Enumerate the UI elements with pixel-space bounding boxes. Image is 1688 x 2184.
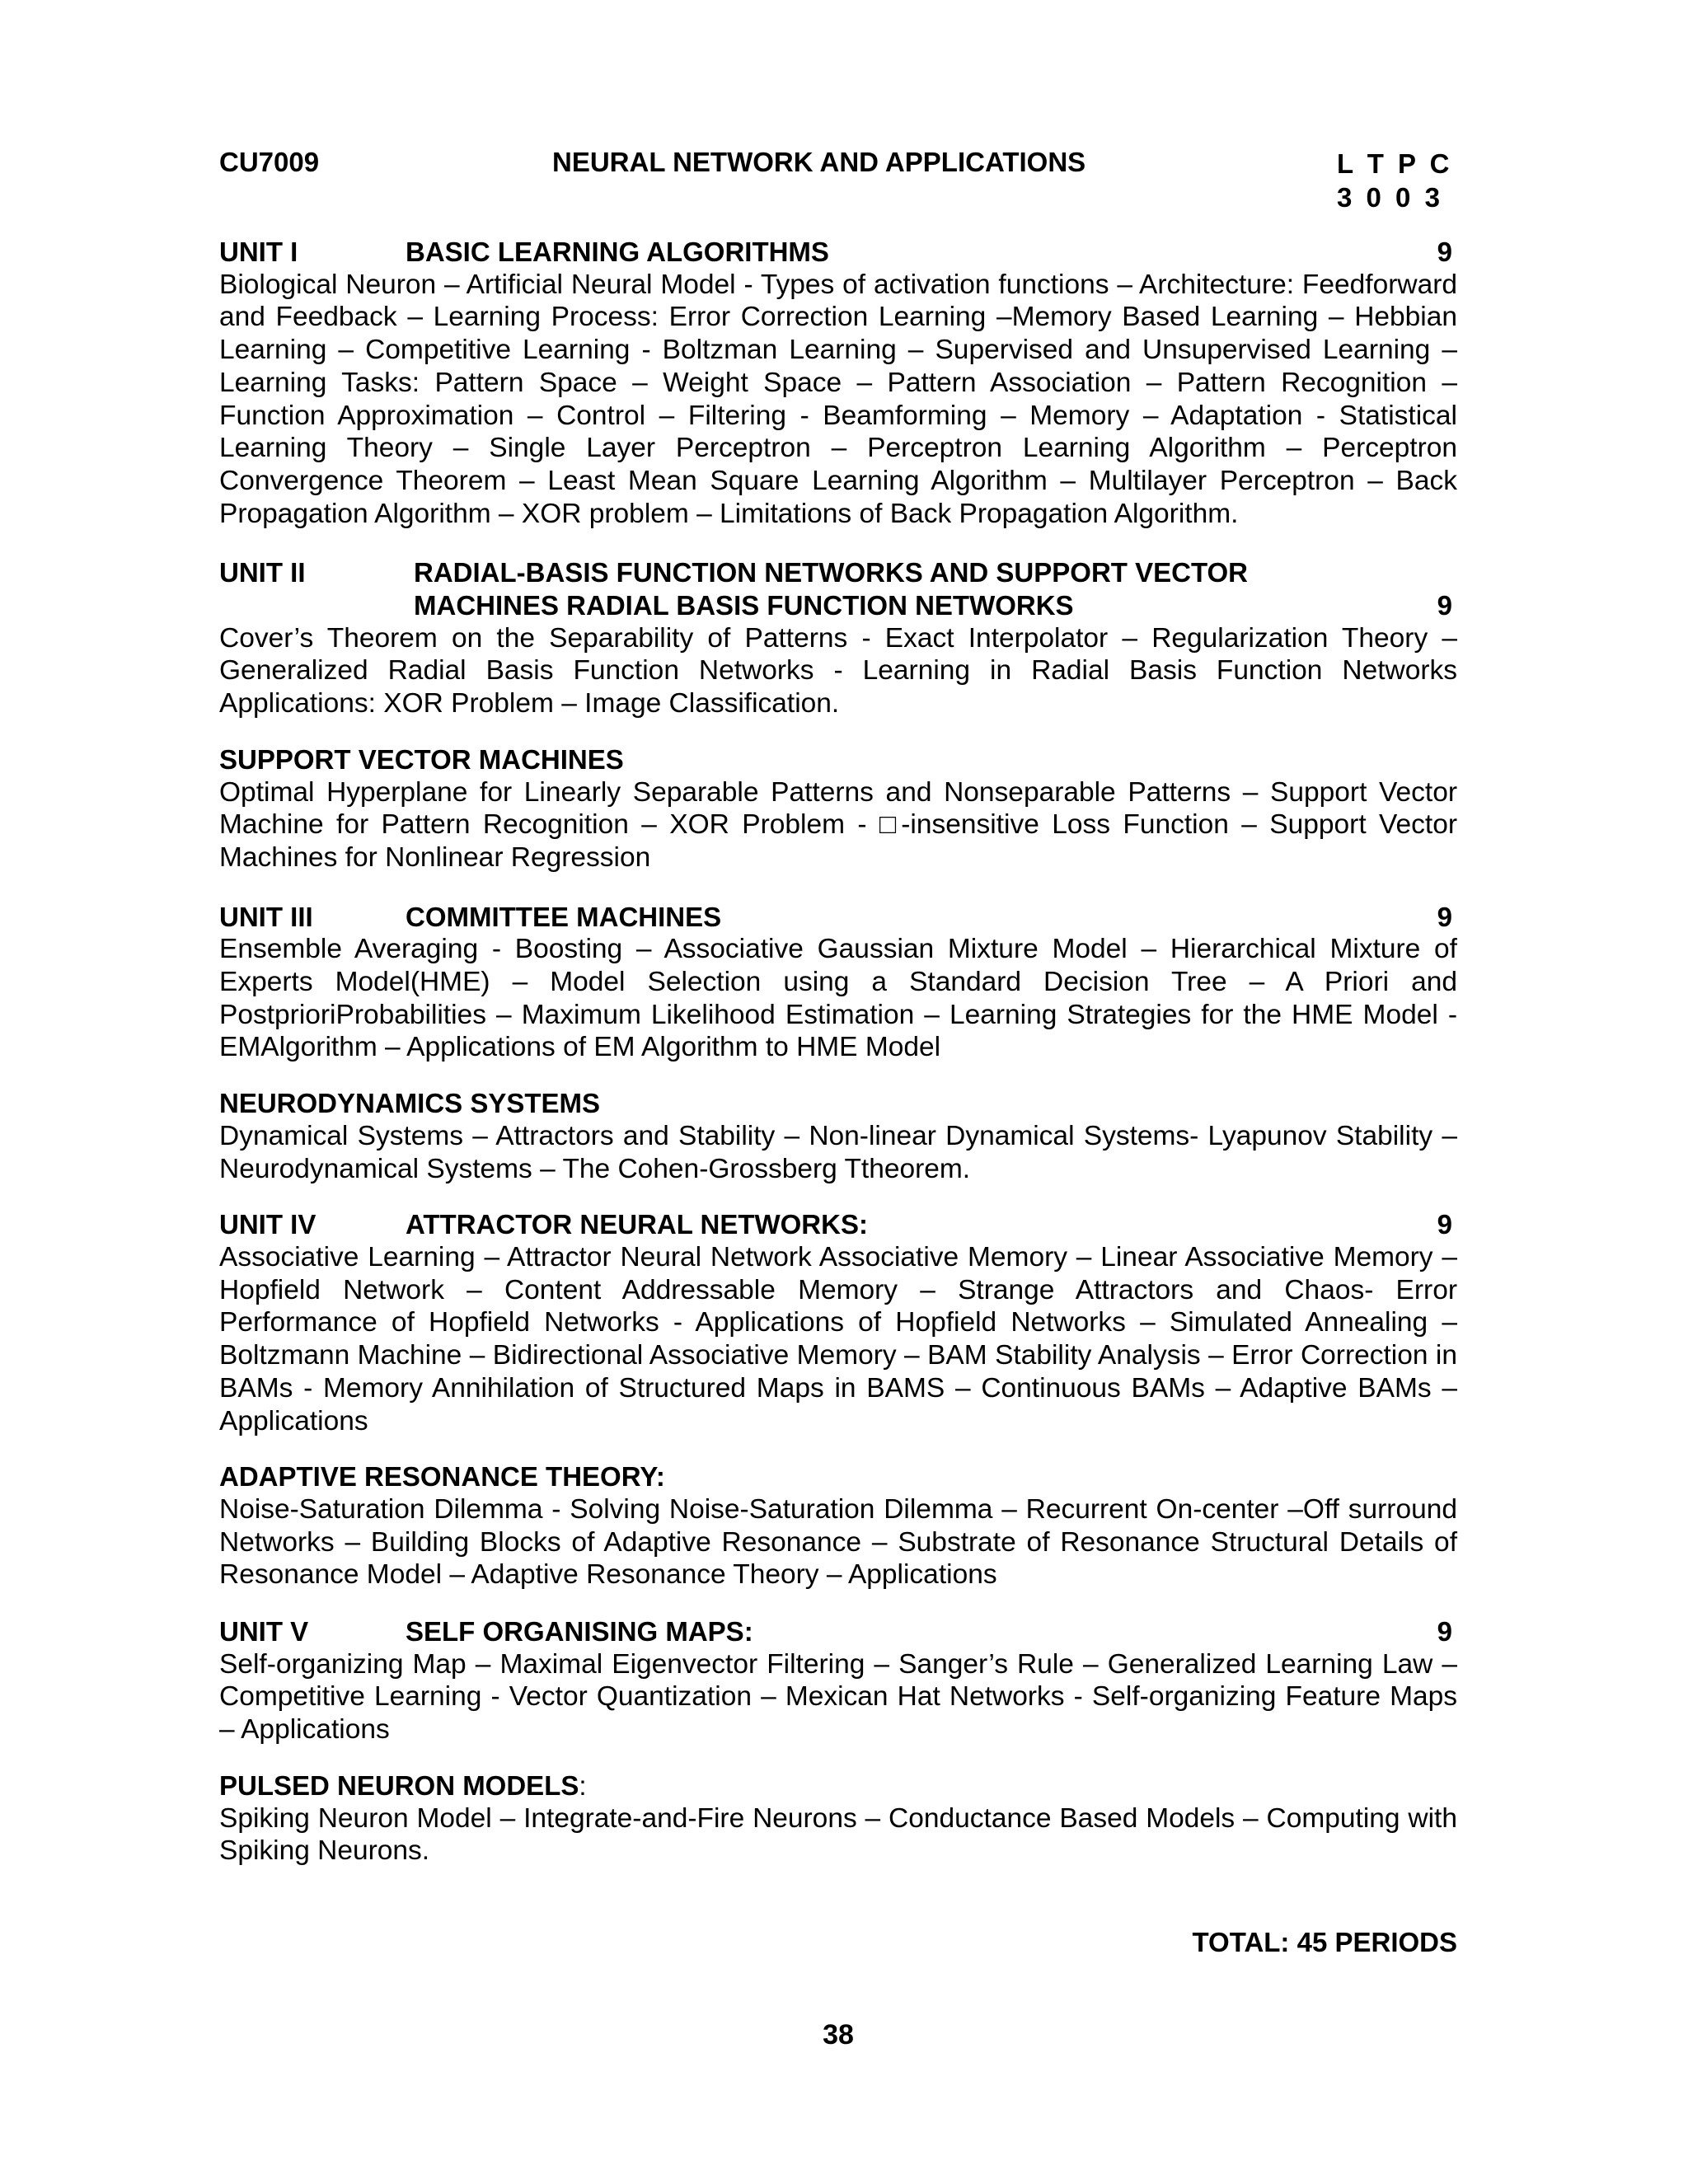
section-body: Dynamical Systems – Attractors and Stability – Non-linear Dynamical Systems- Lyapunov Stability – Neurodynamical Systems – The Cohen-Grossberg Ttheorem. bbox=[219, 1120, 1457, 1184]
unit-hours: 9 bbox=[1437, 237, 1452, 267]
unit-title-line: RADIAL-BASIS FUNCTION NETWORKS AND SUPPORT VECTOR bbox=[414, 557, 1249, 588]
unit-title-line: MACHINES RADIAL BASIS FUNCTION NETWORKS bbox=[414, 590, 1074, 621]
page-number: 38 bbox=[823, 2019, 854, 2050]
unit-heading bbox=[219, 1615, 1457, 1648]
ltpc-values: 3 0 0 3 bbox=[1337, 182, 1443, 213]
unit-hours: 9 bbox=[1437, 901, 1452, 932]
total-periods: TOTAL: 45 PERIODS bbox=[1192, 1927, 1457, 1957]
unit-number: UNIT III bbox=[219, 901, 313, 932]
unit-number: UNIT IV bbox=[219, 1209, 316, 1240]
section-heading-colon: : bbox=[579, 1769, 587, 1801]
course-header bbox=[219, 147, 1457, 213]
ltpc-label: L T P C bbox=[1337, 148, 1453, 179]
course-code: CU7009 bbox=[219, 147, 320, 177]
unit-body: Cover’s Theorem on the Separability of Patterns - Exact Interpolator – Regularization Theory – Generalized Radial Basis Function Networks - Learning in Radial Basis Function Networks Applications: XOR Problem – Image Classification. bbox=[219, 622, 1457, 719]
unit-body: Associative Learning – Attractor Neural Network Associative Memory – Linear Associative Memory – Hopfield Network – Content Addressable Memory – Strange Attractors and Chaos- Error Performance of Hopfield Networks - Applications of Hopfield Networks – Simulated Annealing – Boltzmann Machine – Bidirectional Associative Memory – BAM Stability Analysis – Error Correction in BAMs - Memory Annihilation of Structured Maps in BAMS – Continuous BAMs – Adaptive BAMs – Applications bbox=[219, 1241, 1457, 1436]
unit-title: BASIC LEARNING ALGORITHMS bbox=[406, 237, 829, 267]
syllabus-content bbox=[219, 236, 1457, 1868]
section-body: Noise-Saturation Dilemma - Solving Noise-Saturation Dilemma – Recurrent On-center –Off surround Networks – Building Blocks of Adaptive Resonance – Substrate of Resonance Structural Details of Resonance Model – Adaptive Resonance Theory – Applications bbox=[219, 1493, 1457, 1591]
section-heading bbox=[219, 1769, 1457, 1802]
unit-title: ATTRACTOR NEURAL NETWORKS: bbox=[406, 1209, 868, 1240]
unit-heading bbox=[219, 236, 1457, 269]
section-body: Spiking Neuron Model – Integrate-and-Fire Neurons – Conductance Based Models – Computing with Spiking Neurons. bbox=[219, 1802, 1457, 1867]
unit-heading bbox=[219, 556, 1457, 621]
unit-heading bbox=[219, 901, 1457, 934]
unit-body: Biological Neuron – Artificial Neural Model - Types of activation functions – Architecture: Feedforward and Feedback – Learning Process: Error Correction Learning –Memory Based Learning – Hebbian Learning – Competitive Learning - Boltzman Learning – Supervised and Unsupervised Learning – Learning Tasks: Pattern Space – Weight Space – Pattern Association – Pattern Recognition – Function Approximation – Control – Filtering - Beamforming – Memory – Adaptation - Statistical Learning Theory – Single Layer Perceptron – Perceptron Learning Algorithm – Perceptron Convergence Theorem – Least Mean Square Learning Algorithm – Multilayer Perceptron – Back Propagation Algorithm – XOR problem – Limitations of Back Propagation Algorithm. bbox=[219, 269, 1457, 529]
unit-hours: 9 bbox=[1437, 1209, 1452, 1240]
ltpc-block bbox=[1337, 147, 1452, 214]
unit-number: UNIT I bbox=[219, 237, 298, 267]
unit-body: Ensemble Averaging - Boosting – Associative Gaussian Mixture Model – Hierarchical Mixture of Experts Model(HME) – Model Selection using a Standard Decision Tree – A Priori and PostprioriProbabilities – Maximum Likelihood Estimation – Learning Strategies for the HME Model - EMAlgorithm – Applications of EM Algorithm to HME Model bbox=[219, 934, 1457, 1063]
section-heading-text: PULSED NEURON MODELS bbox=[219, 1769, 579, 1801]
unit-title bbox=[414, 556, 1419, 621]
section-heading: NEURODYNAMICS SYSTEMS bbox=[219, 1088, 601, 1119]
unit-hours: 9 bbox=[1437, 1616, 1452, 1647]
unit-body: Self-organizing Map – Maximal Eigenvector Filtering – Sanger’s Rule – Generalized Learning Law – Competitive Learning - Vector Quantization – Mexican Hat Networks - Self-organizing Feature Maps – Applications bbox=[219, 1648, 1457, 1746]
unit-title: SELF ORGANISING MAPS: bbox=[406, 1616, 753, 1647]
unit-number: UNIT V bbox=[219, 1616, 309, 1647]
syllabus-page bbox=[219, 0, 1457, 2184]
section-heading: ADAPTIVE RESONANCE THEORY: bbox=[219, 1461, 665, 1493]
course-title: NEURAL NETWORK AND APPLICATIONS bbox=[552, 147, 1086, 177]
section-heading: SUPPORT VECTOR MACHINES bbox=[219, 743, 624, 775]
unit-number: UNIT II bbox=[219, 557, 306, 588]
unit-title: COMMITTEE MACHINES bbox=[406, 901, 722, 932]
unit-hours: 9 bbox=[1437, 590, 1452, 621]
section-body: Optimal Hyperplane for Linearly Separable Patterns and Nonseparable Patterns – Support Vector Machine for Pattern Recognition – XOR Problem - □-insensitive Loss Function – Support Vector Machines for Nonlinear Regression bbox=[219, 776, 1457, 873]
unit-heading bbox=[219, 1208, 1457, 1241]
